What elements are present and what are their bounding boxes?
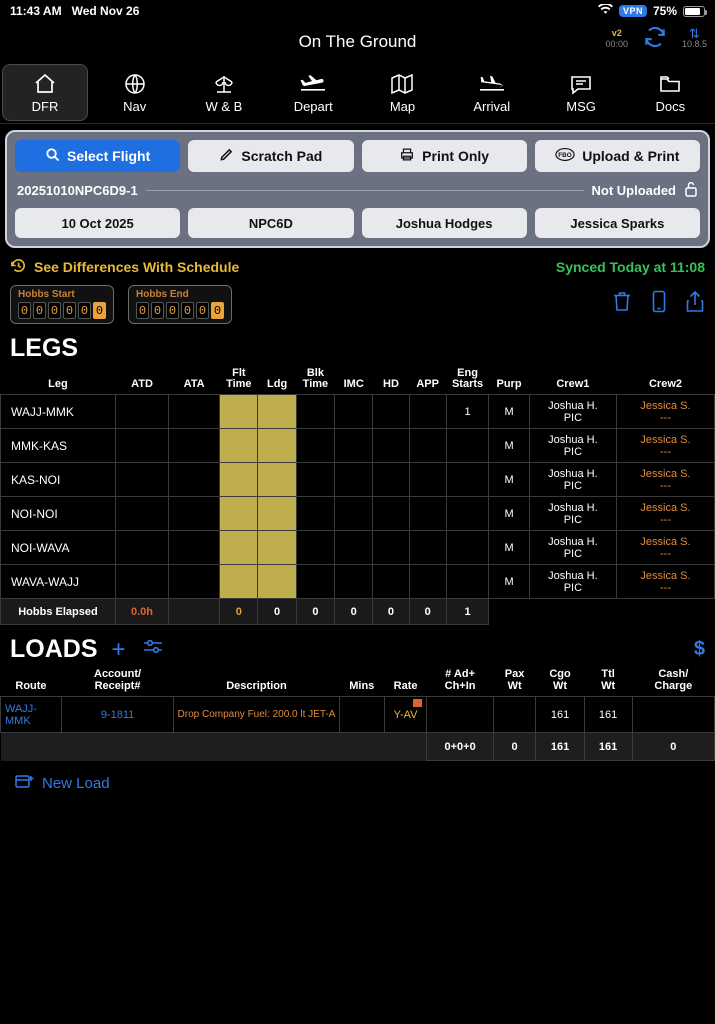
col-atd: ATD	[131, 378, 153, 390]
status-time: 11:43 AM	[10, 4, 62, 18]
load-description[interactable]: Drop Company Fuel: 200.0 lt JET-A	[174, 697, 340, 733]
tab-docs[interactable]	[626, 62, 715, 123]
flight-id: 20251010NPC6D9-1	[17, 183, 138, 198]
col-description: Description	[226, 680, 287, 692]
date-field[interactable]: 10 Oct 2025	[15, 208, 180, 238]
leg-route[interactable]: WAVA-WAJJ	[1, 565, 116, 599]
tab-label: Map	[389, 98, 416, 114]
flight-action-buttons	[15, 140, 700, 172]
print-only-button[interactable]: Print Only	[362, 140, 527, 172]
col-app: APP	[416, 378, 439, 390]
leg-imc[interactable]	[335, 395, 373, 429]
leg-atd[interactable]	[115, 429, 168, 463]
table-row[interactable]	[1, 531, 715, 565]
hobbs-start[interactable]	[10, 285, 114, 324]
leg-atd[interactable]	[115, 463, 168, 497]
tab-label: DFR	[31, 98, 59, 114]
hobbs-digit: 0	[166, 302, 179, 319]
col-purp: Purp	[496, 378, 522, 390]
col-eng-starts: Eng Starts	[451, 367, 484, 390]
tab-label: W & B	[205, 98, 243, 114]
leg-eng-starts[interactable]	[446, 463, 489, 497]
wifi-icon	[598, 4, 613, 18]
version-badge: v2 00:00	[605, 28, 628, 49]
flight-id-row	[17, 181, 698, 200]
hobbs-elapsed-flt: 0	[220, 599, 258, 625]
total-cash-charge: 0	[632, 733, 714, 761]
airplane-takeoff-icon	[298, 72, 328, 96]
leg-eng-starts[interactable]: 1	[446, 395, 489, 429]
unlocked-icon[interactable]	[684, 181, 698, 200]
col-imc: IMC	[343, 378, 364, 390]
total-ttl-wt: 161	[584, 733, 632, 761]
new-load-label: New Load	[42, 775, 110, 792]
total-adchin: 0+0+0	[427, 733, 493, 761]
globe-icon	[122, 72, 148, 96]
hobbs-end[interactable]	[128, 285, 232, 324]
leg-crew2[interactable]: Jessica S. ---	[617, 497, 715, 531]
upload-status: Not Uploaded	[591, 183, 676, 198]
load-pax-wt[interactable]	[493, 697, 536, 733]
leg-hd[interactable]	[373, 429, 409, 463]
leg-app[interactable]	[409, 463, 446, 497]
legs-title: LEGS	[10, 334, 79, 362]
load-cash-charge[interactable]	[632, 697, 714, 733]
spacer	[617, 599, 715, 625]
mobile-icon[interactable]	[651, 290, 667, 319]
hobbs-elapsed-imc: 0	[335, 599, 373, 625]
folder-icon	[656, 72, 684, 96]
upload-and-print-button[interactable]: FBO Upload & Print	[535, 140, 700, 172]
load-route[interactable]: WAJJ-MMK	[1, 697, 62, 733]
hobbs-digit: 0	[211, 302, 224, 319]
leg-atd[interactable]	[115, 497, 168, 531]
leg-flt-time[interactable]	[220, 565, 258, 599]
tab-depart[interactable]	[269, 62, 358, 123]
hobbs-digit: 0	[18, 302, 31, 319]
message-icon	[568, 72, 594, 96]
pencil-icon	[219, 147, 234, 165]
load-mins[interactable]	[339, 697, 384, 733]
hobbs-elapsed-blk: 0	[296, 599, 334, 625]
home-icon	[32, 72, 58, 96]
leg-purpose[interactable]: M	[489, 497, 529, 531]
hobbs-start-label: Hobbs Start	[18, 289, 75, 300]
trash-icon[interactable]	[611, 290, 633, 319]
col-ldg: Ldg	[267, 378, 288, 390]
hobbs-elapsed-app: 0	[409, 599, 446, 625]
spacer	[339, 733, 384, 761]
new-load-icon	[14, 773, 34, 794]
col-crew1: Crew1	[556, 378, 590, 390]
leg-ata[interactable]	[169, 463, 220, 497]
leg-crew1[interactable]: Joshua H. PIC	[529, 565, 616, 599]
leg-crew2[interactable]: Jessica S. ---	[617, 531, 715, 565]
sync-icon[interactable]	[642, 24, 668, 54]
col-pax-wt: Pax Wt	[504, 668, 525, 692]
leg-purpose[interactable]: M	[489, 565, 529, 599]
hobbs-digit: 0	[196, 302, 209, 319]
pilot-field[interactable]: Joshua Hodges	[362, 208, 527, 238]
load-account[interactable]: 9-1811	[61, 697, 173, 733]
leg-crew2[interactable]: Jessica S. ---	[617, 395, 715, 429]
hobbs-row	[0, 283, 715, 332]
leg-ata[interactable]	[169, 565, 220, 599]
hobbs-digit: 0	[93, 302, 106, 319]
leg-imc[interactable]	[335, 429, 373, 463]
tab-wb[interactable]	[179, 62, 268, 123]
hobbs-elapsed-row	[1, 599, 715, 625]
leg-ata[interactable]	[169, 429, 220, 463]
table-row[interactable]	[1, 565, 715, 599]
schedule-sync-row	[0, 248, 715, 283]
leg-hd[interactable]	[373, 531, 409, 565]
leg-ldg[interactable]	[258, 395, 296, 429]
fbo-upload-icon	[555, 147, 575, 165]
vpn-badge: VPN	[619, 5, 647, 17]
leg-route[interactable]: NOI-NOI	[1, 497, 116, 531]
col-adchin: # Ad+ Ch+In	[444, 668, 476, 692]
hobbs-digit: 0	[181, 302, 194, 319]
leg-ldg[interactable]	[258, 429, 296, 463]
leg-imc[interactable]	[335, 565, 373, 599]
leg-crew1[interactable]: Joshua H. PIC	[529, 463, 616, 497]
printer-icon	[399, 147, 415, 165]
table-row[interactable]	[1, 429, 715, 463]
leg-hd[interactable]	[373, 395, 409, 429]
map-icon	[388, 72, 416, 96]
col-blk-time: Blk Time	[302, 367, 329, 390]
leg-crew1[interactable]: Joshua H. PIC	[529, 497, 616, 531]
col-cgo-wt: Cgo Wt	[549, 668, 571, 692]
leg-atd[interactable]	[115, 395, 168, 429]
tab-label: Arrival	[473, 98, 511, 114]
col-hd: HD	[383, 378, 399, 390]
leg-blk-time[interactable]	[296, 497, 334, 531]
leg-imc[interactable]	[335, 531, 373, 565]
leg-atd[interactable]	[115, 565, 168, 599]
hobbs-digit: 0	[48, 302, 61, 319]
leg-route[interactable]: KAS-NOI	[1, 463, 116, 497]
tab-msg[interactable]	[536, 62, 625, 123]
leg-app[interactable]	[409, 429, 446, 463]
leg-blk-time[interactable]	[296, 531, 334, 565]
hobbs-elapsed-hours: 0.0h	[115, 599, 168, 625]
see-differences-link[interactable]: See Differences With Schedule	[10, 257, 239, 277]
leg-eng-starts[interactable]	[446, 565, 489, 599]
hobbs-elapsed-ldg: 0	[258, 599, 296, 625]
share-icon[interactable]	[685, 290, 705, 319]
leg-app[interactable]	[409, 497, 446, 531]
hobbs-digit: 0	[78, 302, 91, 319]
tab-nav[interactable]	[90, 62, 179, 123]
leg-eng-starts[interactable]	[446, 497, 489, 531]
col-mins: Mins	[349, 680, 375, 692]
leg-flt-time[interactable]	[220, 429, 258, 463]
flight-fields	[15, 208, 700, 238]
leg-app[interactable]	[409, 565, 446, 599]
leg-crew1[interactable]: Joshua H. PIC	[529, 395, 616, 429]
tab-label: Docs	[655, 98, 686, 114]
col-ttl-wt: Ttl Wt	[601, 668, 616, 692]
signal-icon: ⇅	[689, 26, 700, 41]
airplane-landing-icon	[477, 72, 507, 96]
load-adchin[interactable]	[427, 697, 493, 733]
loads-table	[0, 666, 715, 761]
leg-purpose[interactable]: M	[489, 395, 529, 429]
leg-flt-time[interactable]	[220, 463, 258, 497]
legs-table	[0, 367, 715, 625]
leg-eng-starts[interactable]	[446, 429, 489, 463]
hobbs-digit: 0	[33, 302, 46, 319]
hobbs-elapsed-eng: 1	[446, 599, 489, 625]
select-flight-button[interactable]: Select Flight	[15, 140, 180, 172]
copilot-field[interactable]: Jessica Sparks	[535, 208, 700, 238]
flight-panel	[5, 130, 710, 248]
battery-icon	[683, 6, 705, 17]
col-flt-time: Flt Time	[226, 367, 252, 390]
leg-ldg[interactable]	[258, 565, 296, 599]
leg-purpose[interactable]: M	[489, 531, 529, 565]
leg-hd[interactable]	[373, 497, 409, 531]
leg-app[interactable]	[409, 531, 446, 565]
sync-status: Synced Today at 11:08	[555, 259, 705, 275]
dollar-icon[interactable]: $	[693, 638, 705, 660]
leg-ldg[interactable]	[258, 497, 296, 531]
tab-arrival[interactable]	[447, 62, 536, 123]
table-row[interactable]	[1, 697, 715, 733]
hobbs-digit: 0	[151, 302, 164, 319]
status-date: Wed Nov 26	[71, 4, 140, 18]
tab-label: Depart	[293, 98, 333, 114]
plus-icon[interactable]: +	[111, 635, 126, 663]
tail-field[interactable]: NPC6D	[188, 208, 353, 238]
leg-ata[interactable]	[169, 395, 220, 429]
leg-crew2[interactable]: Jessica S. ---	[617, 429, 715, 463]
spacer	[529, 599, 616, 625]
load-cgo-wt[interactable]: 161	[536, 697, 584, 733]
load-ttl-wt[interactable]: 161	[584, 697, 632, 733]
col-account: Account/ Receipt#	[94, 668, 142, 692]
total-cgo-wt: 161	[536, 733, 584, 761]
spacer	[489, 599, 529, 625]
tab-label: Nav	[123, 98, 147, 114]
tab-dfr[interactable]	[2, 64, 88, 121]
leg-purpose[interactable]: M	[489, 463, 529, 497]
leg-purpose[interactable]: M	[489, 429, 529, 463]
table-row[interactable]	[1, 463, 715, 497]
sliders-icon[interactable]	[142, 638, 164, 662]
total-pax-wt: 0	[493, 733, 536, 761]
col-route: Route	[15, 680, 47, 692]
leg-ldg[interactable]	[258, 463, 296, 497]
leg-blk-time[interactable]	[296, 429, 334, 463]
leg-atd[interactable]	[115, 531, 168, 565]
leg-route[interactable]: MMK-KAS	[1, 429, 116, 463]
load-rate[interactable]: Y-AV	[384, 697, 427, 733]
leg-hd[interactable]	[373, 565, 409, 599]
main-tab-bar[interactable]	[0, 62, 715, 124]
hobbs-digit: 0	[136, 302, 149, 319]
hobbs-elapsed-hd: 0	[373, 599, 409, 625]
leg-route[interactable]: WAJJ-MMK	[1, 395, 116, 429]
leg-imc[interactable]	[335, 497, 373, 531]
col-ata: ATA	[183, 378, 205, 390]
leg-blk-time[interactable]	[296, 395, 334, 429]
spacer	[384, 733, 427, 761]
hobbs-elapsed-ata	[169, 599, 220, 625]
leg-blk-time[interactable]	[296, 463, 334, 497]
leg-app[interactable]	[409, 395, 446, 429]
hobbs-end-label: Hobbs End	[136, 289, 189, 300]
scratch-pad-button[interactable]: Scratch Pad	[188, 140, 353, 172]
history-icon	[10, 257, 27, 277]
svg-text:FBO: FBO	[558, 152, 572, 160]
leg-crew1[interactable]: Joshua H. PIC	[529, 429, 616, 463]
leg-flt-time[interactable]	[220, 395, 258, 429]
balance-icon	[211, 72, 237, 96]
leg-route[interactable]: NOI-WAVA	[1, 531, 116, 565]
new-load-button[interactable]	[0, 761, 715, 806]
leg-crew2[interactable]: Jessica S. ---	[617, 463, 715, 497]
spacer	[61, 733, 173, 761]
status-bar	[0, 0, 715, 22]
leg-flt-time[interactable]	[220, 497, 258, 531]
table-row[interactable]	[1, 497, 715, 531]
spacer	[174, 733, 340, 761]
tab-label: MSG	[566, 98, 596, 114]
divider	[146, 190, 584, 191]
hobbs-elapsed-label: Hobbs Elapsed	[1, 599, 116, 625]
leg-eng-starts[interactable]	[446, 531, 489, 565]
page-title: On The Ground	[298, 32, 417, 51]
col-cash-charge: Cash/ Charge	[654, 668, 693, 692]
tab-map[interactable]	[358, 62, 447, 123]
app-header	[0, 22, 715, 62]
col-crew2: Crew2	[648, 378, 683, 390]
leg-ata[interactable]	[169, 531, 220, 565]
leg-ldg[interactable]	[258, 531, 296, 565]
loads-header	[0, 625, 715, 666]
leg-crew1[interactable]: Joshua H. PIC	[529, 531, 616, 565]
battery-percent: 75%	[652, 4, 677, 18]
leg-blk-time[interactable]	[296, 565, 334, 599]
leg-crew2[interactable]: Jessica S. ---	[617, 565, 715, 599]
leg-imc[interactable]	[335, 463, 373, 497]
spacer	[1, 733, 62, 761]
search-icon	[45, 147, 60, 165]
table-row[interactable]	[1, 395, 715, 429]
connection-version: ⇅ 10.8.5	[681, 26, 707, 49]
col-rate: Rate	[393, 680, 418, 692]
leg-hd[interactable]	[373, 463, 409, 497]
hobbs-digit: 0	[63, 302, 76, 319]
loads-totals-row	[1, 733, 715, 761]
col-leg: Leg	[48, 378, 68, 390]
leg-flt-time[interactable]	[220, 531, 258, 565]
leg-ata[interactable]	[169, 497, 220, 531]
loads-title: LOADS	[10, 635, 98, 663]
